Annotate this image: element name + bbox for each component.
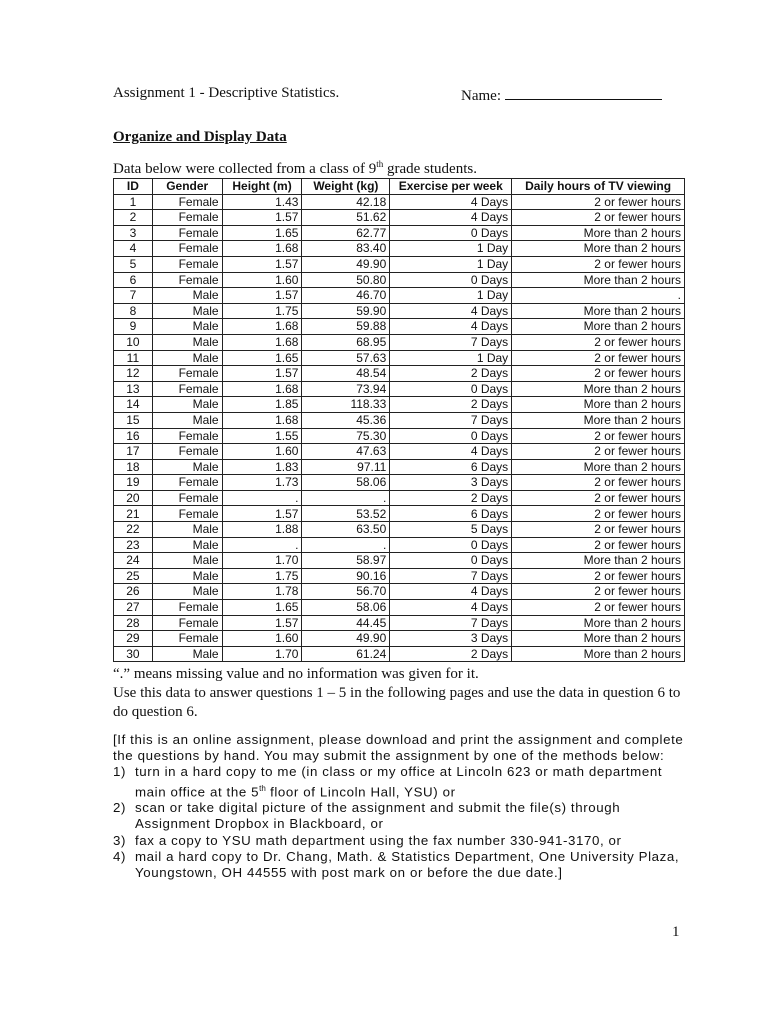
table-cell: 90.16 [302,568,390,584]
table-cell: 2 or fewer hours [512,506,685,522]
intro-before: Data below were collected from a class of 9 [113,161,377,177]
table-cell: 4 Days [390,319,512,335]
table-cell: 0 Days [390,428,512,444]
table-cell: 19 [114,475,153,491]
table-row [114,475,685,491]
table-cell: 5 [114,256,153,272]
table-cell: More than 2 hours [512,459,685,475]
list-item-number: 1) [113,764,127,780]
table-cell: 2 Days [390,366,512,382]
table-cell: 3 Days [390,631,512,647]
table-cell: 2 or fewer hours [512,210,685,226]
table-cell: Male [152,319,222,335]
table-row [114,256,685,272]
table-cell: 62.77 [302,225,390,241]
table-cell: 53.52 [302,506,390,522]
table-cell: 1.57 [222,506,302,522]
table-cell: Male [152,334,222,350]
table-cell: 8 [114,303,153,319]
table-cell: More than 2 hours [512,303,685,319]
list-item [113,833,693,849]
table-cell: 50.80 [302,272,390,288]
table-cell: 7 Days [390,615,512,631]
table-row [114,241,685,257]
table-cell: 6 Days [390,459,512,475]
table-cell: Male [152,459,222,475]
table-cell: 4 Days [390,444,512,460]
table-cell: Male [152,537,222,553]
table-cell: 4 [114,241,153,257]
table-cell: 59.88 [302,319,390,335]
online-intro: [If this is an online assignment, please download and print the assignment and complete the questions by hand. You may submit the assignment by one of the methods below: [113,732,684,764]
table-cell: 1.57 [222,210,302,226]
table-cell: 4 Days [390,600,512,616]
table-cell: 27 [114,600,153,616]
table-cell: 1.75 [222,568,302,584]
table-cell: 1.70 [222,553,302,569]
table-cell: 16 [114,428,153,444]
table-row [114,288,685,304]
table-cell: 11 [114,350,153,366]
table-cell: 1 Day [390,350,512,366]
table-cell: 2 or fewer hours [512,194,685,210]
table-cell: 1.68 [222,381,302,397]
table-cell: 28 [114,615,153,631]
table-cell: 7 Days [390,568,512,584]
table-cell: 1.78 [222,584,302,600]
notes [113,665,683,722]
table-cell: 21 [114,506,153,522]
table-cell: 57.63 [302,350,390,366]
section-title: Organize and Display Data [113,129,287,145]
list-item-text: turn in a hard copy to me (in class or my office at Lincoln 623 or math department main office at the 5 [135,764,663,800]
table-row [114,584,685,600]
table-row [114,303,685,319]
table-cell: 20 [114,490,153,506]
table-cell: More than 2 hours [512,319,685,335]
table-cell: 30 [114,646,153,662]
table-cell: Female [152,272,222,288]
table-cell: 6 [114,272,153,288]
table-cell: 45.36 [302,412,390,428]
intro-text [113,159,477,178]
list-item-number: 4) [113,848,127,864]
table-cell: 29 [114,631,153,647]
table-cell: 5 Days [390,522,512,538]
table-cell: 13 [114,381,153,397]
table-cell: 75.30 [302,428,390,444]
table-cell: 49.90 [302,256,390,272]
table-cell: 22 [114,522,153,538]
table-cell: 1.68 [222,241,302,257]
table-cell: 2 or fewer hours [512,350,685,366]
table-cell: 25 [114,568,153,584]
list-item [113,800,693,832]
table-cell: 63.50 [302,522,390,538]
table-row [114,522,685,538]
table-cell: 2 Days [390,646,512,662]
submission-methods-list [113,764,693,881]
list-item-text: mail a hard copy to Dr. Chang, Math. & Statistics Department, One University Plaza, Youngstown, OH 44555 with post mark on or before the due date.] [135,848,680,881]
table-cell: 2 or fewer hours [512,256,685,272]
table-cell: 59.90 [302,303,390,319]
table-cell: 2 or fewer hours [512,490,685,506]
table-cell: Female [152,381,222,397]
table-cell: 1 Day [390,256,512,272]
table-cell: 3 Days [390,475,512,491]
table-cell: Male [152,522,222,538]
table-cell: 49.90 [302,631,390,647]
table-row [114,615,685,631]
table-cell: More than 2 hours [512,397,685,413]
table-cell: 42.18 [302,194,390,210]
table-cell: 47.63 [302,444,390,460]
table-cell: 1.88 [222,522,302,538]
table-cell: 1.57 [222,288,302,304]
table-cell: . [302,537,390,553]
table-cell: 1.57 [222,615,302,631]
table-cell: 97.11 [302,459,390,475]
table-cell: Male [152,412,222,428]
table-cell: More than 2 hours [512,225,685,241]
table-cell: 68.95 [302,334,390,350]
table-cell: Female [152,225,222,241]
assignment-title: Assignment 1 - Descriptive Statistics. [113,85,340,101]
table-cell: 2 [114,210,153,226]
table-cell: Female [152,444,222,460]
table-cell: Male [152,553,222,569]
table-cell: Male [152,288,222,304]
online-instructions [113,732,693,881]
table-cell: Female [152,490,222,506]
table-cell: 46.70 [302,288,390,304]
table-cell: Female [152,615,222,631]
column-header: Weight (kg) [302,179,390,195]
table-cell: Female [152,631,222,647]
table-row [114,631,685,647]
table-row [114,194,685,210]
table-cell: 4 Days [390,303,512,319]
table-cell: 1.60 [222,272,302,288]
table-row [114,459,685,475]
table-cell: 18 [114,459,153,475]
table-cell: Female [152,428,222,444]
table-cell: . [302,490,390,506]
table-cell: Male [152,303,222,319]
table-cell: 2 or fewer hours [512,475,685,491]
table-cell: More than 2 hours [512,272,685,288]
table-cell: More than 2 hours [512,412,685,428]
table-cell: 2 Days [390,397,512,413]
list-item-superscript: th [259,783,266,793]
table-row [114,600,685,616]
intro-after: grade students. [383,161,477,177]
table-cell: 0 Days [390,537,512,553]
table-cell: 1.57 [222,256,302,272]
table-cell: 1 Day [390,288,512,304]
table-cell: 1.73 [222,475,302,491]
table-cell: 1.65 [222,225,302,241]
table-cell: 0 Days [390,381,512,397]
table-cell: . [512,288,685,304]
table-cell: 1.65 [222,350,302,366]
table-cell: 7 Days [390,334,512,350]
page-header [113,85,670,105]
table-cell: 83.40 [302,241,390,257]
table-cell: 12 [114,366,153,382]
column-header: ID [114,179,153,195]
table-cell: 2 or fewer hours [512,334,685,350]
table-cell: Male [152,350,222,366]
list-item-number: 3) [113,832,127,848]
table-cell: 0 Days [390,553,512,569]
table-cell: . [222,490,302,506]
table-cell: Male [152,397,222,413]
table-cell: Female [152,210,222,226]
table-header-row [114,179,685,195]
table-row [114,319,685,335]
list-item-text: scan or take digital picture of the assignment and submit the file(s) through Assignment Dropbox in Blackboard, or [135,800,621,832]
table-cell: More than 2 hours [512,615,685,631]
table-cell: Female [152,475,222,491]
table-cell: 26 [114,584,153,600]
table-cell: More than 2 hours [512,553,685,569]
table-cell: 1.57 [222,366,302,382]
list-item-text: fax a copy to YSU math department using the fax number 330-941-3170, or [135,832,622,848]
table-row [114,381,685,397]
table-row [114,553,685,569]
table-cell: 2 or fewer hours [512,584,685,600]
table-cell: More than 2 hours [512,241,685,257]
table-cell: 10 [114,334,153,350]
table-cell: 9 [114,319,153,335]
table-cell: 2 or fewer hours [512,600,685,616]
table-cell: 2 or fewer hours [512,568,685,584]
table-row [114,428,685,444]
table-cell: 61.24 [302,646,390,662]
table-cell: 0 Days [390,272,512,288]
table-cell: 0 Days [390,225,512,241]
table-cell: 23 [114,537,153,553]
table-cell: 58.06 [302,600,390,616]
list-item-text-after: floor of Lincoln Hall, YSU) or [265,784,456,800]
page-number: 1 [672,924,680,940]
table-cell: 3 [114,225,153,241]
name-field [461,85,662,105]
list-item [113,849,693,881]
table-cell: 1 [114,194,153,210]
name-label: Name: [461,88,501,104]
table-row [114,225,685,241]
table-row [114,334,685,350]
table-cell: Female [152,241,222,257]
table-cell: Female [152,256,222,272]
table-cell: 4 Days [390,584,512,600]
intro-superscript: th [376,159,384,169]
table-row [114,506,685,522]
table-cell: 2 or fewer hours [512,428,685,444]
table-cell: 2 or fewer hours [512,444,685,460]
table-row [114,366,685,382]
table-cell: 1.43 [222,194,302,210]
table-cell: 56.70 [302,584,390,600]
data-table [113,178,685,662]
table-cell: 15 [114,412,153,428]
table-cell: 1.68 [222,319,302,335]
table-cell: 2 or fewer hours [512,366,685,382]
table-cell: 1.68 [222,412,302,428]
table-cell: 2 or fewer hours [512,537,685,553]
table-cell: Female [152,194,222,210]
table-cell: More than 2 hours [512,381,685,397]
missing-value-note: “.” means missing value and no information was given for it. [113,666,479,682]
table-row [114,490,685,506]
table-cell: 1.60 [222,631,302,647]
table-cell: 4 Days [390,210,512,226]
table-cell: 58.97 [302,553,390,569]
column-header: Daily hours of TV viewing [512,179,685,195]
table-row [114,537,685,553]
usage-note: Use this data to answer questions 1 – 5 in the following pages and use the data in question 6 to do question 6. [113,685,681,720]
table-cell: Female [152,506,222,522]
table-cell: Male [152,584,222,600]
table-cell: 14 [114,397,153,413]
table-cell: 1 Day [390,241,512,257]
table-cell: 1.55 [222,428,302,444]
table-cell: 48.54 [302,366,390,382]
table-row [114,412,685,428]
table-cell: More than 2 hours [512,631,685,647]
table-row [114,210,685,226]
column-header: Gender [152,179,222,195]
table-cell: Male [152,568,222,584]
table-cell: 44.45 [302,615,390,631]
name-blank-line [505,85,662,100]
table-cell: 1.70 [222,646,302,662]
table-cell: Male [152,646,222,662]
table-cell: 1.65 [222,600,302,616]
list-item-number: 2) [113,800,127,816]
table-cell: 1.75 [222,303,302,319]
table-row [114,568,685,584]
table-cell: 6 Days [390,506,512,522]
table-cell: 1.85 [222,397,302,413]
table-cell: 1.60 [222,444,302,460]
table-cell: 1.83 [222,459,302,475]
table-cell: 51.62 [302,210,390,226]
table-cell: 24 [114,553,153,569]
table-row [114,350,685,366]
column-header: Exercise per week [390,179,512,195]
table-row [114,646,685,662]
table-cell: More than 2 hours [512,646,685,662]
table-cell: 4 Days [390,194,512,210]
list-item [113,764,693,800]
table-cell: 73.94 [302,381,390,397]
column-header: Height (m) [222,179,302,195]
table-row [114,397,685,413]
table-cell: 7 Days [390,412,512,428]
table-cell: 58.06 [302,475,390,491]
table-cell: 7 [114,288,153,304]
table-cell: Female [152,600,222,616]
table-row [114,272,685,288]
table-cell: . [222,537,302,553]
table-cell: Female [152,366,222,382]
table-cell: 2 Days [390,490,512,506]
table-cell: 2 or fewer hours [512,522,685,538]
table-cell: 1.68 [222,334,302,350]
table-cell: 17 [114,444,153,460]
table-cell: 118.33 [302,397,390,413]
table-row [114,444,685,460]
